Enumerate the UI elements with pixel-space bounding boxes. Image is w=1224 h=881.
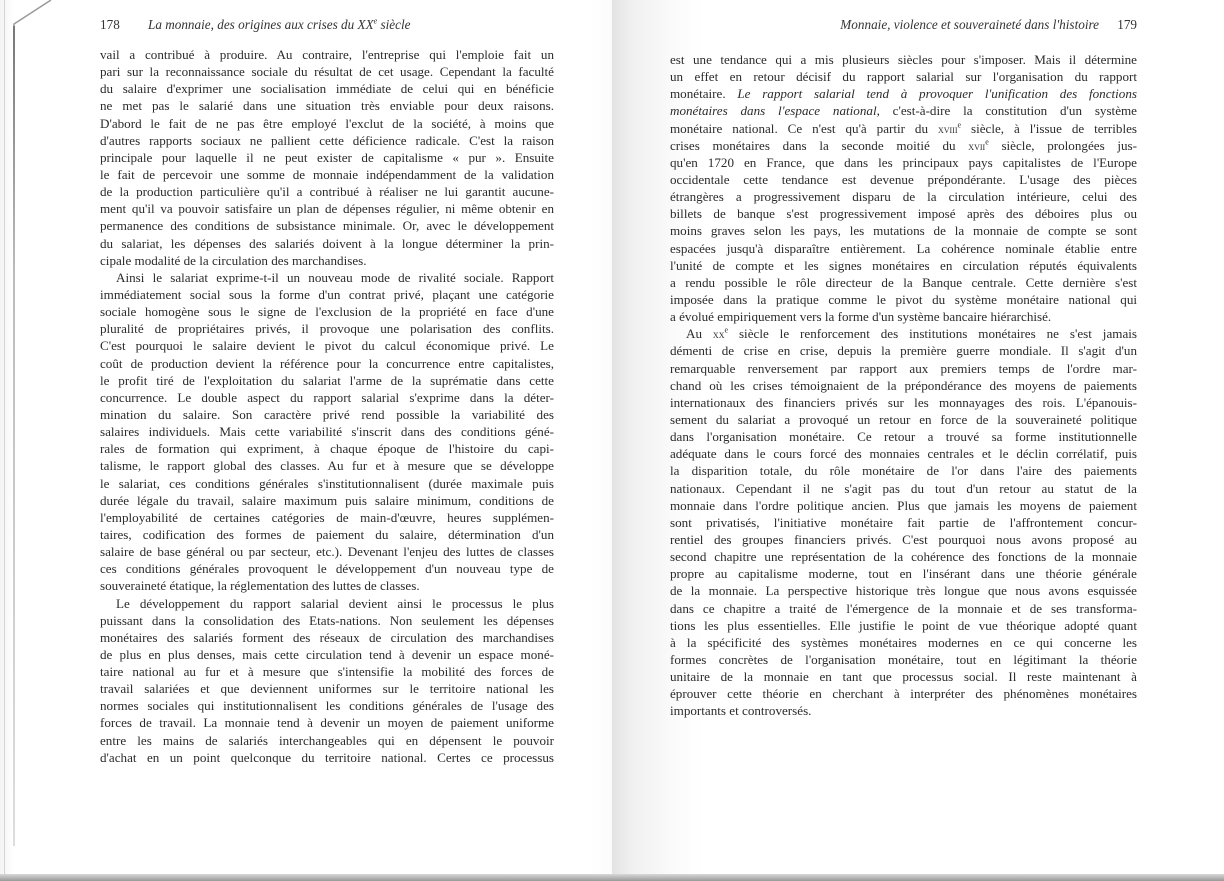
text-line — [670, 102, 1137, 119]
text-run: siècle, à l'issue de terribles — [961, 120, 1137, 136]
text-line: du salariat, les dépenses des salariés doivent à la longue déterminer la prin- — [100, 235, 554, 251]
text-line — [670, 188, 1137, 205]
text-run: billets de banque s'est progressivement imposé après des déboires plus ou — [670, 206, 1137, 222]
text-line: taire national au fur et à mesure que s'intensifie la mobilité des forces de — [100, 664, 554, 680]
text-run: monnaie dans l'ordre politique ancien. Plus que jamais les moyens de paiement — [670, 497, 1137, 513]
text-line — [670, 411, 1137, 428]
text-line: le salariat, ces conditions générales s'institutionnalisent (durée maximale puis — [100, 475, 554, 491]
text-line: immédiatement social sous la forme d'un contrat privé, plaçant une catégorie — [100, 286, 554, 302]
left-page — [0, 0, 612, 876]
text-run: éprouver cette théorie en cherchant à interpréter des phénomènes monétaires — [670, 686, 1137, 702]
text-run: sont privatisés, l'initiative monétaire fait partie de l'affrontement concur- — [670, 514, 1137, 530]
text-line — [670, 291, 1137, 308]
text-line: d'autres rapports sociaux ne pallient cette déficience radicale. C'est la raison — [100, 132, 554, 148]
text-line: concurrence. Le double aspect du rapport salarial s'exprime dans la déter- — [100, 389, 554, 405]
text-line: forces de travail. La monnaie tend à devenir un moyen de paiement uniforme — [100, 715, 554, 731]
text-line — [670, 634, 1137, 651]
text-line: d'achat en un point quelconque du territoire national. Certes ce processus — [100, 749, 554, 765]
text-line — [670, 325, 1137, 342]
text-line — [670, 154, 1137, 171]
small-caps-run: xx — [712, 327, 725, 342]
text-line: du salaire d'exprimer une socialisation immédiate de celui qui en bénéficie — [100, 81, 554, 97]
text-line — [670, 274, 1137, 291]
page-number: 179 — [1117, 17, 1137, 32]
text-run: siècle le renforcement des institutions monétaires ne s'est jamais — [728, 326, 1137, 342]
text-line: de la production particulière qu'il a contribué à réaliser ne lui garantit aucune- — [100, 184, 554, 200]
text-line — [670, 394, 1137, 411]
text-line — [670, 377, 1137, 394]
page-number: 178 — [100, 17, 120, 32]
text-run: a évolué empiriquement vers la forme d'un système bancaire hiérarchisé. — [670, 309, 1052, 325]
text-line — [670, 582, 1137, 599]
text-run: est une tendance qui a mis plusieurs siècles pour s'imposer. Mais il détermine — [670, 52, 1137, 67]
text-line: Ainsi le salariat exprime-t-il un nouveau mode de rivalité sociale. Rapport — [116, 269, 554, 285]
text-line: cipale modalité de la circulation des marchandises. — [100, 252, 367, 268]
page-edge-shadow — [13, 26, 15, 846]
text-line — [670, 497, 1137, 514]
small-caps-run: xviii — [937, 121, 958, 136]
text-line: pluralité de propriétaires privés, il provoque une polarisation des conflits. — [100, 321, 554, 337]
text-run: la disparition totale, du rôle monétaire de l'or dans l'aire des paiements — [670, 463, 1137, 479]
text-line — [670, 685, 1137, 702]
text-run: unitaire de la monnaie en tant que processus social. Il reste maintenant à — [670, 669, 1137, 685]
text-line — [670, 342, 1137, 359]
text-run: étrangères a progressivement disparu de la circulation intérieure, celui des — [670, 189, 1137, 205]
text-run: propre au capitalisme moderne, tout en l'insérant dans une théorie générale — [670, 566, 1137, 582]
right-page-body-text — [670, 51, 1137, 719]
text-run: a rendu possible le rôle directeur de la Banque centrale. Cette dernière s'est — [670, 274, 1137, 290]
page-corner-fold — [13, 0, 53, 28]
text-line — [670, 85, 1137, 102]
left-page-body-text — [100, 46, 554, 766]
text-line: salaire de base général ou par secteur, etc.). Devenant l'enjeu des luttes de classes — [100, 544, 554, 560]
text-line — [670, 462, 1137, 479]
text-line: mination du salaire. Son caractère privé rend possible la variabilité des — [100, 406, 554, 422]
text-line: Le développement du rapport salarial devient ainsi le processus le plus — [116, 595, 554, 611]
text-run: remarquable renversement par rapport aux premiers temps de l'ordre mar- — [670, 360, 1137, 376]
text-line — [670, 651, 1137, 668]
running-head-title: La monnaie, des origines aux crises du XXe siècle — [148, 16, 411, 32]
text-run: nationaux. Cependant il ne s'agit pas du tout d'un retour au statut de la — [670, 480, 1137, 496]
text-run: à la spécificité des systèmes monétaires modernes en ce qui concerne les — [670, 634, 1137, 650]
text-run: dans ce chapitre a traité de l'émergence de la monnaie et de ses transforma- — [670, 600, 1137, 616]
text-line — [670, 617, 1137, 634]
text-line: sociale homogène sous le signe de l'exclusion de la propriété en face d'une — [100, 304, 554, 320]
text-line: salaires individuels. Mais cette variabilité s'inscrit dans des conditions géné- — [100, 424, 554, 440]
text-line: ne met pas le salarié dans une situation très enviable pour deux raisons. — [100, 98, 554, 114]
page-edge-line — [4, 0, 5, 881]
text-run: crises monétaires dans la seconde moitié du — [670, 137, 969, 153]
text-line — [670, 702, 1137, 719]
text-run: de la monnaie. La perspective historique très longue que nous avons esquissée — [670, 583, 1137, 599]
text-line: puissant dans la consolidation des Etats-nations. Non seulement les dépenses — [100, 612, 554, 628]
text-line: ces conditions générales provoquent le développement d'un nouveau type de — [100, 561, 554, 577]
text-line — [670, 240, 1137, 257]
text-line: coût de production devient la référence pour la concurrence entre capitalistes, — [100, 355, 554, 371]
text-line — [670, 428, 1137, 445]
text-run: chand où les crises témoignaient de la prépondérance des moyens de paiements — [670, 377, 1137, 393]
text-line: durée légale du travail, salaire maximum puis salaire minimum, conditions de — [100, 492, 554, 508]
text-line — [670, 171, 1137, 188]
text-line: C'est pourquoi le salaire devient le pivot du calcul économique privé. Le — [100, 338, 554, 354]
text-run: démenti de crise en crise, depuis la première guerre mondiale. Il s'agit d'un — [670, 343, 1137, 359]
text-line: le fait de percevoir une somme de monnaie indépendamment de la validation — [100, 166, 554, 182]
text-line — [670, 565, 1137, 582]
text-line: de plus en plus denses, mais cette circulation tend à devenir un espace moné- — [100, 646, 554, 662]
text-line — [670, 137, 1137, 154]
text-line — [670, 360, 1137, 377]
text-line: souveraineté étatique, la réglementation des luttes de classes. — [100, 578, 420, 594]
text-line: travail salariées et que deviennent uniformes sur le territoire national les — [100, 681, 554, 697]
text-run: second chapitre une représentation de la cohérence des fonctions de la monnaie — [670, 549, 1137, 565]
text-line — [670, 445, 1137, 462]
text-run: adéquate dans le cours forcé des monnaies centrales et le déclin corrélatif, puis — [670, 446, 1137, 462]
italic-run: monétaires dans l'espace national — [670, 103, 877, 119]
text-line — [670, 68, 1137, 85]
text-line — [670, 222, 1137, 239]
text-line: l'employabilité de certaines catégories de main-d'œuvre, heures supplémen- — [100, 509, 554, 525]
text-line: pari sur la reconnaissance sociale du résultat de cet usage. Cependant la faculté — [100, 64, 554, 80]
text-run: dans l'organisation monétaire. Ce retour a trouvé sa forme institutionnelle — [670, 429, 1137, 445]
italic-run: Le rapport salarial tend à provoquer l'unification des fonctions — [737, 86, 1137, 102]
text-line — [670, 668, 1137, 685]
text-run: espacées jusqu'à disparaître entièrement. La cohérence nominale établie entre — [670, 240, 1137, 256]
text-line: principale pour laquelle il ne peut exister de capitalisme « pur ». Ensuite — [100, 149, 554, 165]
text-line: ment qu'il va pouvoir satisfaire un plan de dépenses régulier, ni même obtenir en — [100, 201, 554, 217]
text-line — [670, 308, 1137, 325]
text-line — [670, 51, 1137, 68]
text-line: le profit tiré de l'exploitation du salariat l'arme de la suprématie dans cette — [100, 372, 554, 388]
text-line: vail a contribué à produire. Au contraire, l'entreprise qui l'emploie fait un — [100, 47, 554, 62]
text-line: D'abord le fait de ne pas être employé l'exclut de la société, à moins que — [100, 115, 554, 131]
text-line — [670, 257, 1137, 274]
text-run: tions les plus essentielles. Elle justifie le point de vue théorique adopté quant — [670, 617, 1137, 633]
text-line — [670, 480, 1137, 497]
text-run: formes concrètes de l'organisation monétaire, tout en légitimant la théorie — [670, 651, 1137, 667]
text-line: monétaires des salariés forment des réseaux de circulation des marchandises — [100, 629, 554, 645]
text-line: entre les mains de salariés interchangeables qui en dépensent le pouvoir — [100, 732, 554, 748]
superscript-run: e — [957, 120, 962, 130]
text-run: un effet en retour décisif du rapport salarial sur l'organisation du rapport — [670, 69, 1137, 85]
text-line — [670, 600, 1137, 617]
text-line: rales de formation qui expriment, à chaque époque de l'histoire du capi- — [100, 441, 554, 457]
small-caps-run: xvii — [968, 138, 986, 153]
text-run: , c'est-à-dire la constitution d'un système — [876, 103, 1137, 119]
text-run: internationaux des financiers privés sur les monnayages des rois. L'épanouis- — [670, 394, 1137, 410]
text-line — [670, 120, 1137, 137]
text-run: importants et controversés. — [670, 703, 812, 719]
text-line: talisme, le rapport global des classes. Au fur et à mesure que se développe — [100, 458, 554, 474]
text-line: normes sociales qui institutionnalisent les conditions générales de l'usage des — [100, 698, 554, 714]
text-line — [670, 205, 1137, 222]
superscript-run: e — [985, 137, 989, 147]
text-line — [670, 548, 1137, 565]
text-run: occidentale cette tendance est devenue prépondérante. L'usage des pièces — [670, 171, 1137, 187]
text-run: moins graves selon les pays, les mutations de la monnaie de compte se sont — [670, 223, 1137, 239]
running-head-right — [840, 17, 1137, 33]
text-run: qu'en 1720 en France, que dans les principaux pays capitalistes de l'Europe — [670, 154, 1137, 170]
text-line — [670, 514, 1137, 531]
running-head-left — [100, 17, 411, 33]
text-run: monétaire. — [670, 86, 738, 102]
text-run: imposée dans la pratique comme le pivot du système monétaire national qui — [670, 291, 1137, 307]
text-run: siècle, prolongées jus- — [988, 137, 1138, 153]
text-run: l'unité de compte et les signes monétaires en circulation réputés équivalents — [670, 257, 1137, 273]
superscript-run: e — [724, 325, 729, 335]
text-line — [670, 531, 1137, 548]
text-run: monétaire national. Ce n'est qu'à partir du — [670, 120, 938, 136]
text-run: rentiel des groupes financiers privés. C'est pourquoi nous avons proposé au — [670, 531, 1137, 547]
running-head-title: Monnaie, violence et souveraineté dans l'histoire — [840, 17, 1099, 32]
text-run: Au — [686, 326, 713, 342]
text-line: taires, codification des formes de paiement du salaire, détermination d'un — [100, 526, 554, 542]
text-line: permanence des conditions de subsistance minimale. Or, avec le développement — [100, 218, 554, 234]
text-run: sement du salariat a provoqué un retour en force de la souveraineté politique — [670, 411, 1137, 427]
scan-bottom-edge — [0, 874, 1224, 881]
